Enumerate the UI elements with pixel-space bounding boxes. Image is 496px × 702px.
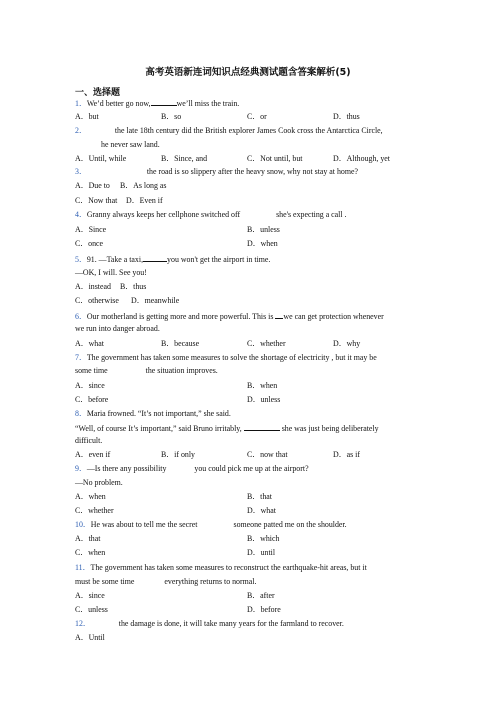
option-9a[interactable]: A．when bbox=[75, 492, 106, 501]
option-10d[interactable]: D．until bbox=[247, 548, 276, 557]
option-1b[interactable]: B．so bbox=[161, 112, 182, 121]
question-10: 10．He was about to tell me the secret someone patted me on the shoulder. bbox=[75, 520, 347, 529]
option-11d[interactable]: D．before bbox=[247, 605, 281, 614]
option-10a[interactable]: A．that bbox=[75, 534, 101, 543]
option-7d[interactable]: D．unless bbox=[247, 395, 281, 404]
question-11-cont: must be some time everything returns to normal. bbox=[75, 577, 257, 586]
option-6d[interactable]: D．why bbox=[333, 339, 361, 348]
option-3b[interactable]: B．As long as bbox=[120, 181, 167, 190]
option-7c[interactable]: C．before bbox=[75, 395, 109, 404]
option-4a[interactable]: A．Since bbox=[75, 225, 107, 234]
section-heading: 一、选择题 bbox=[75, 88, 121, 98]
question-9: 9．—Is there any possibility you could pick me up at the airport? bbox=[75, 464, 309, 473]
question-8-cont2: difficult. bbox=[75, 436, 103, 445]
question-6-cont: we run into danger abroad. bbox=[75, 324, 160, 333]
question-8-cont: “Well, of course It’s important,” said Bruno irritably, she was just being deliberately bbox=[75, 424, 379, 433]
question-5-reply: —OK, I will. See you! bbox=[75, 268, 147, 277]
option-3d[interactable]: D．Even if bbox=[126, 196, 163, 205]
option-3c[interactable]: C．Now that bbox=[75, 196, 118, 205]
question-5: 5．91. —Take a taxi, you won't get the airport in time. bbox=[75, 255, 271, 264]
option-12a[interactable]: A．Until bbox=[75, 633, 105, 642]
option-11c[interactable]: C．unless bbox=[75, 605, 108, 614]
question-7-cont: some time the situation improves. bbox=[75, 366, 218, 375]
option-1a[interactable]: A．but bbox=[75, 112, 99, 121]
option-5d[interactable]: D．meanwhile bbox=[131, 296, 180, 305]
option-1d[interactable]: D．thus bbox=[333, 112, 360, 121]
question-3: 3． the road is so slippery after the heavy snow, why not stay at home? bbox=[75, 167, 359, 176]
option-8d[interactable]: D．as if bbox=[333, 450, 360, 459]
option-2d[interactable]: D．Although, yet bbox=[333, 154, 390, 163]
option-2a[interactable]: A．Until, while bbox=[75, 154, 127, 163]
option-11b[interactable]: B．after bbox=[247, 591, 275, 600]
option-8a[interactable]: A．even if bbox=[75, 450, 111, 459]
question-7: 7．The government has taken some measures to solve the shortage of electricity , but it may be bbox=[75, 353, 377, 362]
page-title: 高考英语新连词知识点经典测试题含答案解析(5) bbox=[145, 67, 351, 78]
question-2-cont: he never saw land. bbox=[101, 140, 160, 149]
option-9d[interactable]: D．what bbox=[247, 506, 276, 515]
option-5b[interactable]: B．thus bbox=[120, 282, 147, 291]
option-5a[interactable]: A．instead bbox=[75, 282, 111, 291]
option-3a[interactable]: A．Due to bbox=[75, 181, 110, 190]
question-12: 12． the damage is done, it will take many years for the farmland to recover. bbox=[75, 619, 344, 628]
option-11a[interactable]: A．since bbox=[75, 591, 105, 600]
option-1c[interactable]: C．or bbox=[247, 112, 267, 121]
option-5c[interactable]: C．otherwise bbox=[75, 296, 119, 305]
option-8b[interactable]: B．if only bbox=[161, 450, 195, 459]
question-11: 11．The government has taken some measures to reconstruct the earthquake-hit areas, but it bbox=[75, 563, 367, 572]
option-9c[interactable]: C．whether bbox=[75, 506, 114, 515]
question-6: 6．Our motherland is getting more and more powerful. This is we can get protection whenever bbox=[75, 312, 384, 321]
option-2c[interactable]: C．Not until, but bbox=[247, 154, 303, 163]
option-4b[interactable]: B．unless bbox=[247, 225, 280, 234]
option-6a[interactable]: A．what bbox=[75, 339, 104, 348]
option-4d[interactable]: D．when bbox=[247, 239, 278, 248]
option-10b[interactable]: B．which bbox=[247, 534, 280, 543]
option-8c[interactable]: C．now that bbox=[247, 450, 288, 459]
option-6b[interactable]: B．because bbox=[161, 339, 200, 348]
option-9b[interactable]: B．that bbox=[247, 492, 272, 501]
question-4: 4．Granny always keeps her cellphone switched off she's expecting a call . bbox=[75, 210, 347, 219]
question-9-reply: —No problem. bbox=[75, 478, 123, 487]
question-1: 1．We’d better go now, we’ll miss the train. bbox=[75, 99, 240, 108]
option-10c[interactable]: C．when bbox=[75, 548, 106, 557]
option-7b[interactable]: B．when bbox=[247, 381, 278, 390]
option-4c[interactable]: C．once bbox=[75, 239, 104, 248]
option-7a[interactable]: A．since bbox=[75, 381, 105, 390]
option-2b[interactable]: B．Since, and bbox=[161, 154, 208, 163]
option-6c[interactable]: C．whether bbox=[247, 339, 286, 348]
question-2: 2． the late 18th century did the British explorer James Cook cross the Antarctica Circle, bbox=[75, 126, 383, 135]
question-8: 8．Maria frowned. “It’s not important,” she said. bbox=[75, 409, 231, 418]
